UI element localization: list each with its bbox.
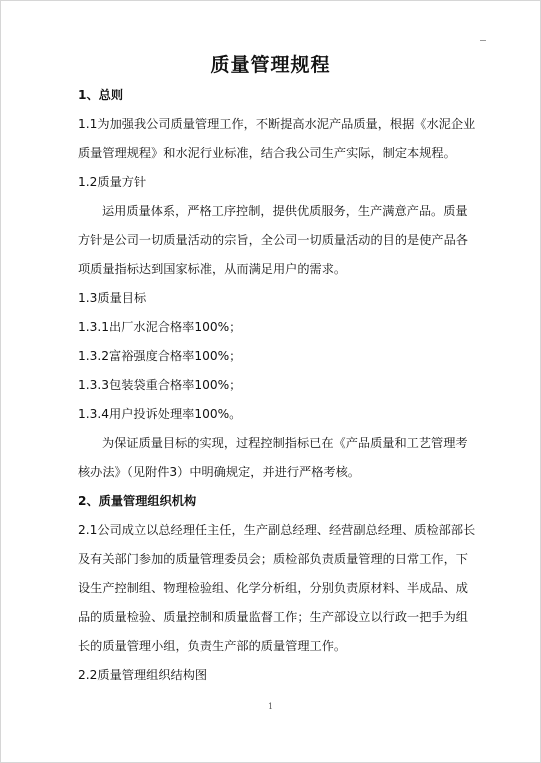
text-line: 为保证质量目标的实现，过程控制指标已在《产品质量和工艺管理考 <box>102 436 468 450</box>
text-line: 长的质量管理小组，负责生产部的质量管理工作。 <box>78 639 347 653</box>
text-line: 1.3.2富裕强度合格率100%； <box>78 349 242 363</box>
text-line: 2.2质量管理组织结构图 <box>78 668 208 682</box>
text-line: 1.3.4用户投诉处理率100%。 <box>78 407 242 421</box>
text-line: 项质量指标达到国家标准，从而满足用户的需求。 <box>78 262 347 276</box>
section-heading: 1、总则 <box>78 88 124 102</box>
text-line: 核办法》（见附件3）中明确规定，并进行严格考核。 <box>78 465 360 479</box>
text-line: 1.3质量目标 <box>78 291 147 305</box>
corner-mark <box>480 40 486 41</box>
text-line: 2.1公司成立以总经理任主任，生产副总经理、经营副总经理、质检部部长 <box>78 523 476 537</box>
text-line: 1.3.3包装袋重合格率100%； <box>78 378 242 392</box>
text-line: 质量管理规程》和水泥行业标准，结合我公司生产实际，制定本规程。 <box>78 146 456 160</box>
text-line: 1.1为加强我公司质量管理工作，不断提高水泥产品质量，根据《水泥企业 <box>78 117 476 131</box>
text-line: 及有关部门参加的质量管理委员会；质检部负责质量管理的日常工作，下 <box>78 552 468 566</box>
text-line: 1.2质量方针 <box>78 175 147 189</box>
section-heading: 2、质量管理组织机构 <box>78 494 197 508</box>
page-number: 1 <box>267 702 274 711</box>
text-line: 设生产控制组、物理检验组、化学分析组，分别负责原材料、半成品、成 <box>78 581 468 595</box>
text-line: 运用质量体系，严格工序控制，提供优质服务，生产满意产品。质量 <box>102 204 468 218</box>
text-line: 方针是公司一切质量活动的宗旨，全公司一切质量活动的目的是使产品各 <box>78 233 468 247</box>
document-body <box>78 81 492 690</box>
text-line: 品的质量检验、质量控制和质量监督工作；生产部设立以行政一把手为组 <box>78 610 468 624</box>
document-title: 质量管理规程 <box>210 54 331 76</box>
text-line: 1.3.1出厂水泥合格率100%； <box>78 320 242 334</box>
